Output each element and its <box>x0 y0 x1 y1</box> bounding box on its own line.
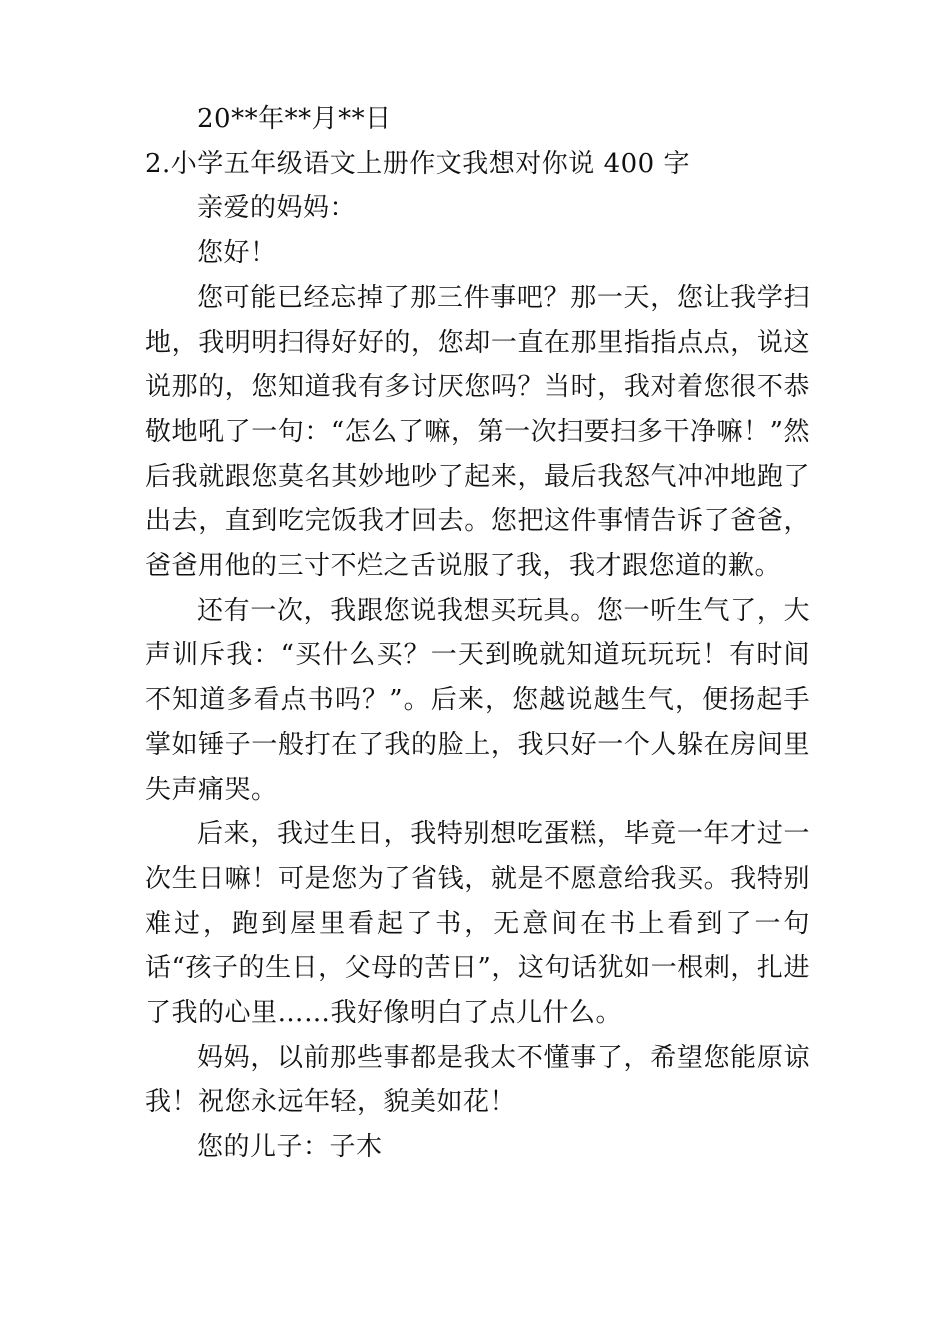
date-line: 20**年**月**日 <box>197 104 392 134</box>
salutation: 亲爱的妈妈： <box>197 193 357 224</box>
paragraph-2: 还有一次，我跟您说我想买玩具。您一听生气了，大声训斥我：“买什么买？一天到晚就知道玩玩玩！有时间不知道多看点书吗？”。后来，您越说越生气，便扬起手掌如锤子一般打在了我的脸上，我只好一个人躲在房间里失声痛哭。 <box>145 595 810 805</box>
paragraph-1: 您可能已经忘掉了那三件事吧？那一天，您让我学扫地，我明明扫得好好的，您却一直在那里指指点点，说这说那的，您知道我有多讨厌您吗？当时，我对着您很不恭敬地吼了一句：“怎么了嘛，第一次扫要扫多干净嘛！”然后我就跟您莫名其妙地吵了起来，最后我怒气冲冲地跑了出去，直到吃完饭我才回去。您把这件事情告诉了爸爸，爸爸用他的三寸不烂之舌说服了我，我才跟您道的歉。 <box>145 282 810 582</box>
signature: 您的儿子：子木 <box>197 1132 383 1163</box>
paragraph-3: 后来，我过生日，我特别想吃蛋糕，毕竟一年才过一次生日嘛！可是您为了省钱，就是不愿意给我买。我特别难过，跑到屋里看起了书，无意间在书上看到了一句话“孩子的生日，父母的苦日”，这句话犹如一根刺，扎进了我的心里……我好像明白了点儿什么。 <box>145 819 810 1029</box>
greeting: 您好！ <box>197 238 277 269</box>
letter-text <box>145 97 810 1170</box>
paragraph-4: 妈妈，以前那些事都是我太不懂事了，希望您能原谅我！祝您永远年轻，貌美如花！ <box>145 1042 810 1118</box>
essay-heading: 2.小学五年级语文上册作文我想对你说 400 字 <box>145 148 690 179</box>
